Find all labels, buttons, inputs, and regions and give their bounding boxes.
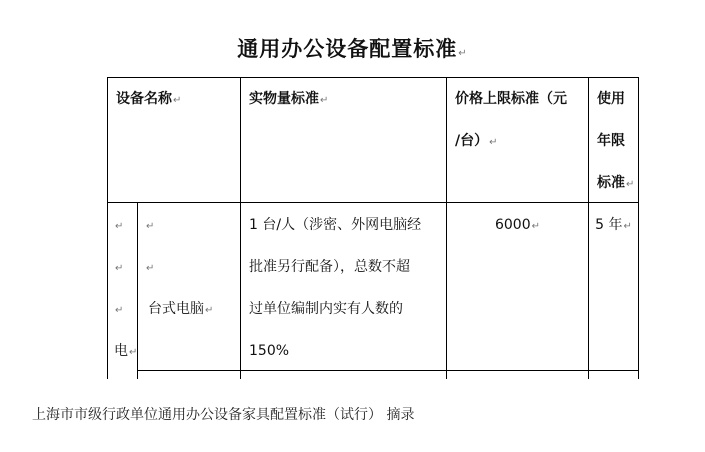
header-years-line-2: 年限 — [597, 133, 625, 149]
paragraph-mark-icon: ↵ — [320, 95, 329, 106]
category-empty-line — [114, 288, 123, 332]
paragraph-mark-icon: ↵ — [458, 48, 468, 59]
paragraph-mark-icon: ↵ — [626, 179, 635, 190]
paragraph-mark-icon: ↵ — [173, 95, 182, 106]
physical-standard-line: 150% — [249, 343, 290, 359]
header-device-name: 设备名称↵ — [116, 91, 182, 107]
category-empty-line — [114, 246, 123, 290]
paragraph-mark-icon: ↵ — [205, 305, 214, 316]
header-years-line-1: 使用 — [597, 91, 625, 107]
header-price-line-1: 价格上限标准（元 — [455, 91, 567, 107]
paragraph-mark-icon: ↵ — [115, 221, 124, 232]
document-title: 通用办公设备配置标准↵ — [237, 37, 468, 61]
physical-standard-line: 1 台/人（涉密、外网电脑经 — [249, 217, 422, 233]
device-empty-line — [145, 246, 154, 290]
paragraph-mark-icon: ↵ — [115, 305, 124, 316]
paragraph-mark-icon: ↵ — [115, 263, 124, 274]
header-price-line-2: /台）↵ — [455, 133, 498, 149]
device-name-cell: 台式电脑↵ — [148, 301, 214, 317]
paragraph-mark-icon: ↵ — [489, 137, 498, 148]
paragraph-mark-icon: ↵ — [146, 221, 155, 232]
category-cell: 电↵ — [114, 343, 138, 359]
header-years-line-3: 标准↵ — [597, 175, 635, 191]
physical-standard-line: 过单位编制内实有人数的 — [249, 301, 403, 317]
physical-standard-line: 批准另行配备），总数不超 — [249, 259, 410, 275]
header-physical-standard: 实物量标准↵ — [249, 91, 329, 107]
table-column-divider — [240, 77, 241, 379]
table-row-divider — [137, 370, 639, 371]
price-cell: 6000↵ — [494, 217, 541, 233]
table-header-divider — [107, 202, 639, 203]
paragraph-mark-icon: ↵ — [129, 347, 138, 358]
paragraph-mark-icon: ↵ — [623, 221, 632, 232]
device-empty-line — [145, 204, 154, 248]
image-caption: 上海市市级行政单位通用办公设备家具配置标准（试行） 摘录 — [32, 407, 415, 423]
years-cell: 5 年↵ — [595, 217, 632, 233]
paragraph-mark-icon: ↵ — [531, 221, 541, 232]
paragraph-mark-icon: ↵ — [146, 263, 155, 274]
category-empty-line — [114, 204, 123, 248]
table-left-border — [107, 77, 108, 379]
table-right-border — [638, 77, 639, 379]
